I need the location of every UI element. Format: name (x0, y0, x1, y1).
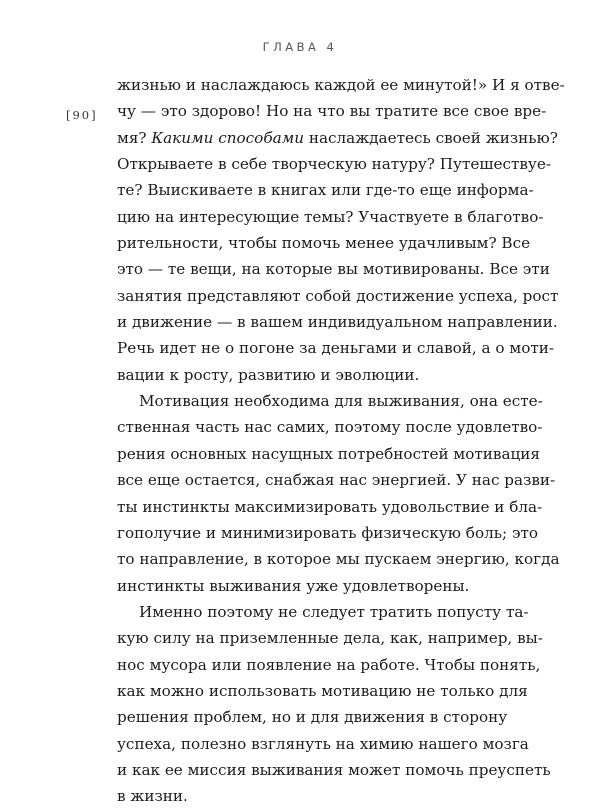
text-segment: мя? (117, 128, 152, 147)
text-line (117, 467, 556, 493)
text-segment: ственная часть нас самих, поэтому после удовлетво- (117, 418, 543, 437)
text-line (117, 520, 539, 546)
text-line (117, 414, 543, 440)
text-segment: чу — это здорово! Но на что вы тратите все свое вре- (117, 102, 547, 121)
text-line (117, 731, 529, 757)
text-segment: и как ее миссия выживания может помочь преуспеть (117, 760, 551, 779)
text-line (117, 652, 541, 678)
body-text (117, 72, 565, 810)
text-line (117, 283, 559, 309)
text-line (117, 441, 540, 467)
text-segment: в жизни. (117, 787, 188, 806)
text-segment: гополучие и минимизировать физическую боль; это (117, 523, 539, 542)
text-segment: успеха, полезно взглянуть на химию нашего мозга (117, 734, 529, 753)
text-segment: цию на интересующие темы? Участвуете в благотво- (117, 207, 544, 226)
text-segment: все еще остается, снабжая нас энергией. У нас разви- (117, 471, 556, 490)
chapter-header: ГЛАВА 4 (262, 40, 338, 54)
text-line (117, 256, 550, 282)
text-line (117, 335, 555, 361)
text-line (117, 494, 543, 520)
paragraph (117, 388, 560, 599)
text-segment: рительности, чтобы помочь менее удачливым? Все (117, 234, 531, 253)
text-segment: занятия представляют собой достижение успеха, рост (117, 286, 559, 305)
text-line (117, 151, 551, 177)
text-segment: рения основных насущных потребностей мотивация (117, 444, 540, 463)
text-segment: Мотивация необходима для выживания, она есте- (139, 392, 543, 411)
text-segment: Речь идет не о погоне за деньгами и славой, а о моти- (117, 339, 555, 358)
text-line (117, 98, 547, 124)
text-segment: нос мусора или появление на работе. Чтобы понять, (117, 655, 541, 674)
text-line (117, 546, 560, 572)
text-segment: ты инстинкты максимизировать удовольствие и бла- (117, 497, 543, 516)
text-line (117, 783, 503, 809)
text-segment: то направление, в которое мы пускаем энергию, когда (117, 550, 560, 569)
paragraph (117, 599, 551, 810)
text-segment: и движение — в вашем индивидуальном направлении. (117, 313, 558, 332)
text-line (117, 599, 529, 625)
text-segment: как можно использовать мотивацию не только для (117, 681, 528, 700)
text-line (117, 72, 565, 98)
text-segment: Открываете в себе творческую натуру? Путешествуе- (117, 155, 551, 174)
text-line (117, 362, 503, 388)
text-line (117, 125, 558, 151)
text-segment: жизнью и наслаждаюсь каждой ее минутой!» И я отве- (117, 76, 565, 94)
text-line (117, 573, 503, 599)
text-line (117, 704, 508, 730)
text-line (117, 177, 534, 203)
text-segment: инстинкты выживания уже удовлетворены. (117, 576, 470, 595)
text-line (117, 678, 528, 704)
text-line (117, 757, 551, 783)
text-segment: наслаждаетесь своей жизнью? (304, 128, 558, 147)
text-line (117, 204, 544, 230)
text-segment: это — те вещи, на которые вы мотивированы. Все эти (117, 260, 550, 279)
text-segment: Именно поэтому не следует тратить попусту та- (139, 602, 529, 621)
page-number: [90] (66, 108, 98, 122)
text-line (117, 388, 543, 414)
text-line (117, 230, 531, 256)
text-segment: те? Выискиваете в книгах или где-то еще информа- (117, 181, 534, 200)
paragraph (117, 72, 565, 388)
text-line (117, 625, 543, 651)
text-line (117, 309, 558, 335)
text-segment: кую силу на приземленные дела, как, например, вы- (117, 629, 543, 648)
text-segment: вации к росту, развитию и эволюции. (117, 365, 420, 384)
text-segment: решения проблем, но и для движения в сторону (117, 708, 508, 727)
emphasis-text: Какими способами (151, 128, 305, 147)
